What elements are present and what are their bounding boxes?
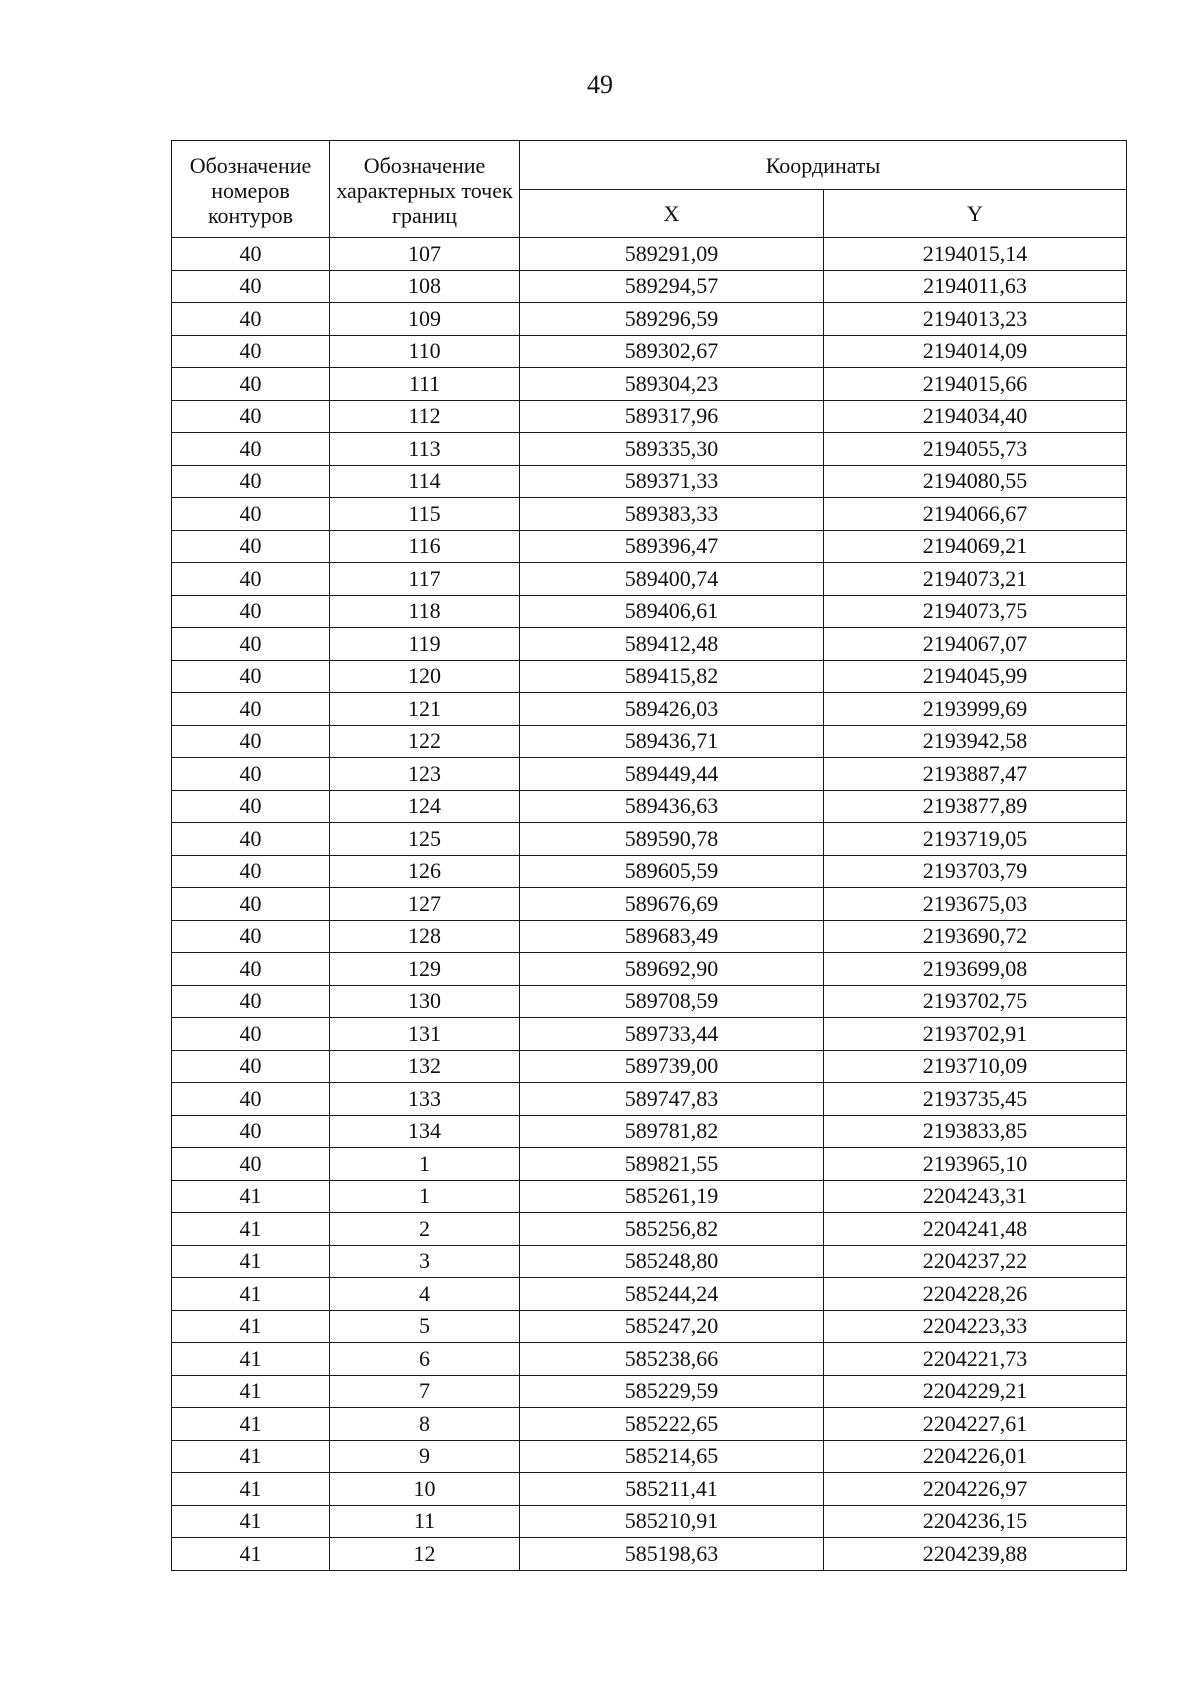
cell-contour: 40 <box>172 270 330 303</box>
cell-y: 2194015,14 <box>824 238 1127 271</box>
table-row <box>172 1505 1127 1538</box>
table-row <box>172 790 1127 823</box>
table-row <box>172 1018 1127 1051</box>
header-point: Обозначение характерных точек границ <box>330 141 520 238</box>
cell-y: 2193699,08 <box>824 953 1127 986</box>
cell-y: 2194014,09 <box>824 335 1127 368</box>
cell-point: 130 <box>330 985 520 1018</box>
cell-y: 2194067,07 <box>824 628 1127 661</box>
cell-contour: 41 <box>172 1473 330 1506</box>
header-coordinates: Координаты <box>520 141 1127 190</box>
table-row <box>172 855 1127 888</box>
cell-point: 124 <box>330 790 520 823</box>
cell-x: 585261,19 <box>520 1180 824 1213</box>
header-x: X <box>520 190 824 238</box>
cell-contour: 40 <box>172 563 330 596</box>
cell-y: 2193887,47 <box>824 758 1127 791</box>
cell-x: 585211,41 <box>520 1473 824 1506</box>
cell-x: 589400,74 <box>520 563 824 596</box>
cell-point: 119 <box>330 628 520 661</box>
cell-point: 11 <box>330 1505 520 1538</box>
cell-x: 589449,44 <box>520 758 824 791</box>
cell-point: 9 <box>330 1440 520 1473</box>
cell-y: 2204243,31 <box>824 1180 1127 1213</box>
cell-contour: 40 <box>172 693 330 726</box>
cell-contour: 41 <box>172 1278 330 1311</box>
cell-point: 122 <box>330 725 520 758</box>
cell-y: 2194011,63 <box>824 270 1127 303</box>
cell-x: 585229,59 <box>520 1375 824 1408</box>
cell-x: 585198,63 <box>520 1538 824 1571</box>
table-row <box>172 985 1127 1018</box>
cell-x: 585238,66 <box>520 1343 824 1376</box>
cell-point: 107 <box>330 238 520 271</box>
cell-contour: 41 <box>172 1213 330 1246</box>
table-row <box>172 400 1127 433</box>
cell-contour: 40 <box>172 660 330 693</box>
cell-y: 2193965,10 <box>824 1148 1127 1181</box>
cell-contour: 40 <box>172 1115 330 1148</box>
cell-x: 589335,30 <box>520 433 824 466</box>
cell-point: 2 <box>330 1213 520 1246</box>
cell-point: 120 <box>330 660 520 693</box>
cell-y: 2204223,33 <box>824 1310 1127 1343</box>
cell-x: 589296,59 <box>520 303 824 336</box>
cell-point: 132 <box>330 1050 520 1083</box>
cell-y: 2194073,21 <box>824 563 1127 596</box>
cell-contour: 40 <box>172 595 330 628</box>
cell-x: 589371,33 <box>520 465 824 498</box>
cell-point: 12 <box>330 1538 520 1571</box>
cell-y: 2193719,05 <box>824 823 1127 856</box>
cell-point: 121 <box>330 693 520 726</box>
cell-point: 4 <box>330 1278 520 1311</box>
cell-point: 126 <box>330 855 520 888</box>
table-row <box>172 270 1127 303</box>
cell-x: 589747,83 <box>520 1083 824 1116</box>
cell-contour: 40 <box>172 823 330 856</box>
coordinates-table <box>171 140 1127 1571</box>
cell-contour: 41 <box>172 1180 330 1213</box>
cell-contour: 41 <box>172 1245 330 1278</box>
cell-contour: 41 <box>172 1375 330 1408</box>
cell-point: 131 <box>330 1018 520 1051</box>
cell-x: 589781,82 <box>520 1115 824 1148</box>
table-row <box>172 433 1127 466</box>
table-row <box>172 1115 1127 1148</box>
table-row <box>172 920 1127 953</box>
cell-x: 589426,03 <box>520 693 824 726</box>
cell-x: 589436,71 <box>520 725 824 758</box>
cell-contour: 41 <box>172 1343 330 1376</box>
cell-x: 589396,47 <box>520 530 824 563</box>
cell-point: 113 <box>330 433 520 466</box>
cell-contour: 40 <box>172 530 330 563</box>
cell-contour: 40 <box>172 1018 330 1051</box>
cell-x: 589739,00 <box>520 1050 824 1083</box>
cell-y: 2194015,66 <box>824 368 1127 401</box>
cell-point: 108 <box>330 270 520 303</box>
cell-contour: 40 <box>172 1148 330 1181</box>
cell-contour: 40 <box>172 368 330 401</box>
cell-x: 589683,49 <box>520 920 824 953</box>
cell-y: 2204241,48 <box>824 1213 1127 1246</box>
table-row <box>172 1083 1127 1116</box>
table-row <box>172 498 1127 531</box>
table-row <box>172 303 1127 336</box>
cell-contour: 40 <box>172 953 330 986</box>
table-row <box>172 823 1127 856</box>
header-contour: Обозначение номеров контуров <box>172 141 330 238</box>
table-row <box>172 465 1127 498</box>
cell-y: 2194069,21 <box>824 530 1127 563</box>
cell-x: 585222,65 <box>520 1408 824 1441</box>
cell-contour: 40 <box>172 985 330 1018</box>
cell-point: 3 <box>330 1245 520 1278</box>
cell-x: 585256,82 <box>520 1213 824 1246</box>
table-row <box>172 335 1127 368</box>
table-row <box>172 1440 1127 1473</box>
cell-x: 589317,96 <box>520 400 824 433</box>
cell-y: 2194034,40 <box>824 400 1127 433</box>
table-row <box>172 595 1127 628</box>
cell-y: 2194013,23 <box>824 303 1127 336</box>
table-row <box>172 888 1127 921</box>
cell-contour: 40 <box>172 790 330 823</box>
table-row <box>172 238 1127 271</box>
cell-contour: 41 <box>172 1310 330 1343</box>
cell-contour: 40 <box>172 1050 330 1083</box>
cell-x: 589708,59 <box>520 985 824 1018</box>
cell-y: 2204226,97 <box>824 1473 1127 1506</box>
table-row <box>172 1180 1127 1213</box>
cell-y: 2193675,03 <box>824 888 1127 921</box>
cell-y: 2204227,61 <box>824 1408 1127 1441</box>
table-row <box>172 1538 1127 1571</box>
table-header <box>172 141 1127 238</box>
cell-x: 589291,09 <box>520 238 824 271</box>
cell-point: 134 <box>330 1115 520 1148</box>
cell-contour: 40 <box>172 465 330 498</box>
cell-y: 2193735,45 <box>824 1083 1127 1116</box>
cell-contour: 41 <box>172 1538 330 1571</box>
cell-point: 115 <box>330 498 520 531</box>
table-row <box>172 1408 1127 1441</box>
cell-point: 114 <box>330 465 520 498</box>
cell-x: 585210,91 <box>520 1505 824 1538</box>
cell-x: 589676,69 <box>520 888 824 921</box>
cell-x: 585244,24 <box>520 1278 824 1311</box>
cell-y: 2204236,15 <box>824 1505 1127 1538</box>
cell-point: 111 <box>330 368 520 401</box>
table-row <box>172 693 1127 726</box>
table-row <box>172 530 1127 563</box>
cell-y: 2204221,73 <box>824 1343 1127 1376</box>
cell-x: 589436,63 <box>520 790 824 823</box>
cell-x: 585214,65 <box>520 1440 824 1473</box>
cell-y: 2193710,09 <box>824 1050 1127 1083</box>
cell-y: 2194055,73 <box>824 433 1127 466</box>
cell-x: 589304,23 <box>520 368 824 401</box>
cell-y: 2193690,72 <box>824 920 1127 953</box>
cell-x: 589412,48 <box>520 628 824 661</box>
cell-point: 133 <box>330 1083 520 1116</box>
cell-point: 116 <box>330 530 520 563</box>
cell-point: 109 <box>330 303 520 336</box>
table-row <box>172 1310 1127 1343</box>
cell-point: 1 <box>330 1148 520 1181</box>
cell-contour: 41 <box>172 1505 330 1538</box>
cell-y: 2194080,55 <box>824 465 1127 498</box>
cell-y: 2204237,22 <box>824 1245 1127 1278</box>
cell-contour: 40 <box>172 238 330 271</box>
cell-x: 585248,80 <box>520 1245 824 1278</box>
table-row <box>172 1375 1127 1408</box>
cell-contour: 40 <box>172 433 330 466</box>
table-row <box>172 368 1127 401</box>
cell-y: 2193942,58 <box>824 725 1127 758</box>
cell-point: 7 <box>330 1375 520 1408</box>
cell-y: 2193702,75 <box>824 985 1127 1018</box>
cell-contour: 40 <box>172 628 330 661</box>
cell-y: 2194066,67 <box>824 498 1127 531</box>
cell-point: 125 <box>330 823 520 856</box>
table-row <box>172 758 1127 791</box>
cell-point: 123 <box>330 758 520 791</box>
cell-y: 2194045,99 <box>824 660 1127 693</box>
cell-point: 8 <box>330 1408 520 1441</box>
cell-y: 2204226,01 <box>824 1440 1127 1473</box>
cell-point: 127 <box>330 888 520 921</box>
cell-contour: 40 <box>172 855 330 888</box>
cell-contour: 40 <box>172 888 330 921</box>
page-number: 49 <box>587 70 613 99</box>
table-row <box>172 1050 1127 1083</box>
cell-contour: 40 <box>172 725 330 758</box>
cell-point: 118 <box>330 595 520 628</box>
cell-contour: 41 <box>172 1408 330 1441</box>
cell-x: 589733,44 <box>520 1018 824 1051</box>
cell-x: 589821,55 <box>520 1148 824 1181</box>
cell-x: 589692,90 <box>520 953 824 986</box>
cell-point: 129 <box>330 953 520 986</box>
cell-point: 6 <box>330 1343 520 1376</box>
cell-y: 2204239,88 <box>824 1538 1127 1571</box>
cell-point: 10 <box>330 1473 520 1506</box>
cell-point: 110 <box>330 335 520 368</box>
table-row <box>172 1473 1127 1506</box>
table-row <box>172 660 1127 693</box>
cell-x: 589302,67 <box>520 335 824 368</box>
cell-y: 2204228,26 <box>824 1278 1127 1311</box>
cell-x: 589406,61 <box>520 595 824 628</box>
cell-point: 112 <box>330 400 520 433</box>
cell-y: 2193703,79 <box>824 855 1127 888</box>
cell-point: 117 <box>330 563 520 596</box>
cell-contour: 40 <box>172 400 330 433</box>
cell-contour: 40 <box>172 335 330 368</box>
cell-y: 2193877,89 <box>824 790 1127 823</box>
cell-contour: 41 <box>172 1440 330 1473</box>
cell-x: 589294,57 <box>520 270 824 303</box>
header-y: Y <box>824 190 1127 238</box>
table-row <box>172 1213 1127 1246</box>
cell-contour: 40 <box>172 1083 330 1116</box>
cell-y: 2193833,85 <box>824 1115 1127 1148</box>
cell-point: 5 <box>330 1310 520 1343</box>
table-row <box>172 725 1127 758</box>
table-row <box>172 628 1127 661</box>
table-row <box>172 953 1127 986</box>
table-row <box>172 1343 1127 1376</box>
table-row <box>172 1148 1127 1181</box>
table-row <box>172 1245 1127 1278</box>
cell-x: 589605,59 <box>520 855 824 888</box>
cell-x: 589383,33 <box>520 498 824 531</box>
cell-point: 1 <box>330 1180 520 1213</box>
table-row <box>172 563 1127 596</box>
cell-x: 585247,20 <box>520 1310 824 1343</box>
cell-x: 589590,78 <box>520 823 824 856</box>
table-row <box>172 1278 1127 1311</box>
cell-x: 589415,82 <box>520 660 824 693</box>
cell-y: 2193702,91 <box>824 1018 1127 1051</box>
cell-y: 2194073,75 <box>824 595 1127 628</box>
table-body <box>172 238 1127 1571</box>
cell-contour: 40 <box>172 498 330 531</box>
cell-contour: 40 <box>172 758 330 791</box>
cell-y: 2193999,69 <box>824 693 1127 726</box>
cell-point: 128 <box>330 920 520 953</box>
cell-y: 2204229,21 <box>824 1375 1127 1408</box>
cell-contour: 40 <box>172 303 330 336</box>
cell-contour: 40 <box>172 920 330 953</box>
